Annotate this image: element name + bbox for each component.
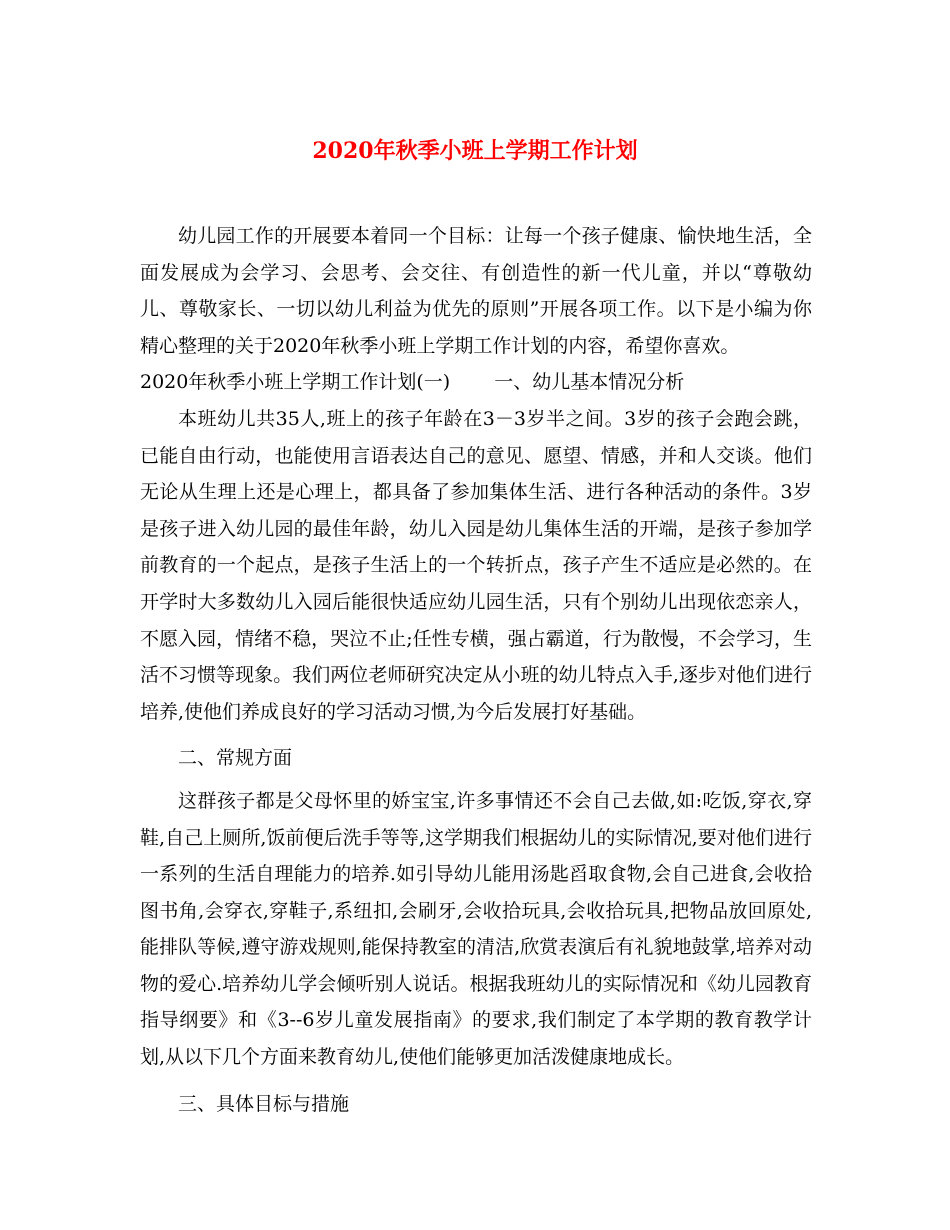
document-body xyxy=(140,218,812,1122)
plan-subtitle: 2020年秋季小班上学期工作计划(一) xyxy=(140,371,451,394)
section-2-paragraph: 这群孩子都是父母怀里的娇宝宝,许多事情还不会自己去做,如:吃饭,穿衣,穿鞋,自己上厕所,饭前便后洗手等等,这学期我们根据幼儿的实际情况,要对他们进行一系列的生活自理能力的培养.如引导幼儿能用汤匙舀取食物,会自己进食,会收拾图书角,会穿衣,穿鞋子,系纽扣,会刷牙,会收拾玩具,会收拾玩具,把物品放回原处,能排队等候,遵守游戏规则,能保持教室的清洁,欣赏表演后有礼貌地鼓掌,培养对动物的爱心.培养幼儿学会倾听别人说话。根据我班幼儿的实际情况和《幼儿园教育指导纲要》和《3--6岁儿童发展指南》的要求,我们制定了本学期的教育教学计划,从以下几个方面来教育幼儿,使他们能够更加活泼健康地成长。 xyxy=(140,789,812,1069)
section-2-heading: 二、常规方面 xyxy=(178,747,293,770)
document-title: 2020年秋季小班上学期工作计划 xyxy=(312,138,638,164)
section-1-paragraph: 本班幼儿共35人,班上的孩子年龄在3－3岁半之间。3岁的孩子会跑会跳，已能自由行动，也能使用言语表达自己的意见、愿望、情感，并和人交谈。他们无论从生理上还是心理上，都具备了参加集体生活、进行各种活动的条件。3岁是孩子进入幼儿园的最佳年龄，幼儿入园是幼儿集体生活的开端，是孩子参加学前教育的一个起点，是孩子生活上的一个转折点，孩子产生不适应是必然的。在开学时大多数幼儿入园后能很快适应幼儿园生活，只有个别幼儿出现依恋亲人，不愿入园，情绪不稳，哭泣不止;任性专横，强占霸道，行为散慢，不会学习，生活不习惯等现象。我们两位老师研究决定从小班的幼儿特点入手,逐步对他们进行培养,使他们养成良好的学习活动习惯,为今后发展打好基础。 xyxy=(140,407,812,723)
intro-paragraph: 幼儿园工作的开展要本着同一个目标：让每一个孩子健康、愉快地生活，全面发展成为会学习、会思考、会交往、有创造性的新一代儿童，并以“尊敬幼儿、尊敬家长、一切以幼儿利益为优先的原则”开展各项工作。以下是小编为你精心整理的关于2020年秋季小班上学期工作计划的内容，希望你喜欢。 xyxy=(140,225,812,357)
section-3-heading: 三、具体目标与措施 xyxy=(178,1092,350,1115)
section-1-heading: 一、幼儿基本情况分析 xyxy=(494,371,685,394)
subtitle-line xyxy=(140,364,812,401)
